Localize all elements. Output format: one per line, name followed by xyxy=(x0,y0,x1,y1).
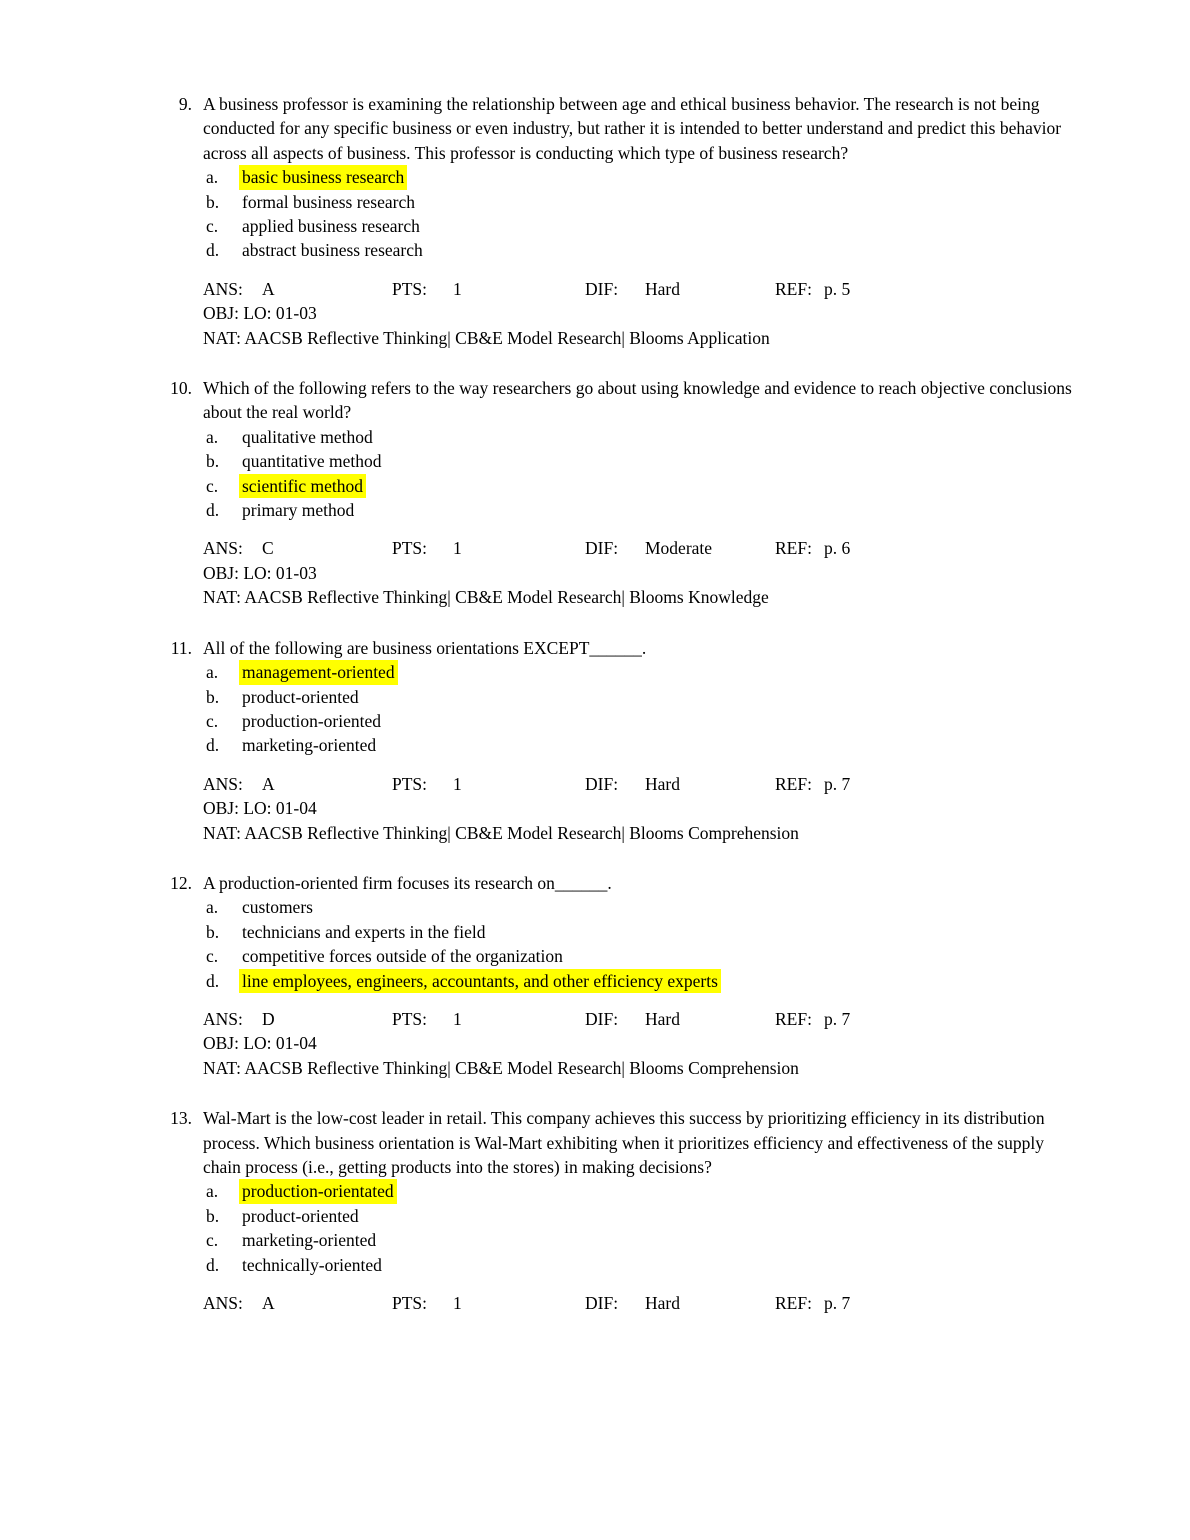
question-number: 9. xyxy=(178,94,192,114)
question-stem: A production-oriented firm focuses its research on______. xyxy=(203,872,612,893)
question-stem: Which of the following refers to the way researchers go about using knowledge and evidence to reach objective conclusions about the real world? xyxy=(203,378,1072,423)
dif-label: DIF: xyxy=(585,278,619,299)
dif-label: DIF: xyxy=(585,538,619,559)
answer-key-row xyxy=(203,1291,1079,1315)
option-text: formal business research xyxy=(242,191,415,212)
answer-option-d xyxy=(203,498,1079,522)
answer-key-row xyxy=(203,1007,1079,1031)
answer-key-row xyxy=(203,772,1079,796)
ans-value: A xyxy=(262,278,275,299)
objective-line: OBJ: LO: 01-03 xyxy=(203,303,317,324)
ref-value: p. 7 xyxy=(824,773,851,794)
pts-label: PTS: xyxy=(392,773,428,794)
ans-label: ANS: xyxy=(203,278,243,299)
option-letter: d. xyxy=(206,735,220,756)
ans-label: ANS: xyxy=(203,773,243,794)
option-letter: c. xyxy=(206,710,219,731)
option-text: abstract business research xyxy=(242,240,423,261)
option-text: technicians and experts in the field xyxy=(242,921,486,942)
answer-option-d xyxy=(203,238,1079,262)
question-11 xyxy=(155,636,1190,845)
option-letter: d. xyxy=(206,970,220,991)
ref-value: p. 6 xyxy=(824,538,851,559)
pts-value: 1 xyxy=(453,1293,462,1313)
answer-option-b xyxy=(203,449,1079,473)
option-text: technically-oriented xyxy=(242,1254,382,1275)
option-text: marketing-oriented xyxy=(242,1230,377,1251)
answer-option-a xyxy=(203,1179,1079,1203)
option-letter: b. xyxy=(206,191,220,212)
dif-label: DIF: xyxy=(585,773,619,794)
option-text: production-oriented xyxy=(242,710,381,731)
option-letter: b. xyxy=(206,451,220,472)
ans-label: ANS: xyxy=(203,1008,243,1029)
option-letter: a. xyxy=(206,426,219,447)
question-number: 12. xyxy=(170,872,192,893)
option-letter: a. xyxy=(206,897,219,918)
national-standards-line: NAT: AACSB Reflective Thinking| CB&E Model Research| Blooms Application xyxy=(203,327,770,348)
option-letter: b. xyxy=(206,1205,220,1226)
ref-value: p. 7 xyxy=(824,1008,851,1029)
answer-option-c xyxy=(203,709,1079,733)
question-number: 11. xyxy=(170,637,192,658)
answer-option-b xyxy=(203,190,1079,214)
option-text: marketing-oriented xyxy=(242,735,377,756)
national-standards-line: NAT: AACSB Reflective Thinking| CB&E Model Research| Blooms Comprehension xyxy=(203,822,799,843)
objective-line: OBJ: LO: 01-04 xyxy=(203,1033,317,1054)
question-12 xyxy=(155,871,1190,1080)
answer-option-c xyxy=(203,1228,1079,1252)
answer-option-a xyxy=(203,660,1079,684)
option-letter: c. xyxy=(206,1230,219,1251)
answer-key-row xyxy=(203,536,1079,560)
ans-label: ANS: xyxy=(203,538,243,559)
ref-value: p. 7 xyxy=(824,1293,851,1313)
pts-value: 1 xyxy=(453,538,462,559)
pts-label: PTS: xyxy=(392,278,428,299)
option-text: line employees, engineers, accountants, and other efficiency experts xyxy=(239,969,721,993)
national-standards-line: NAT: AACSB Reflective Thinking| CB&E Model Research| Blooms Knowledge xyxy=(203,587,769,608)
answer-option-b xyxy=(203,685,1079,709)
option-text: basic business research xyxy=(239,165,407,189)
question-stem: Wal-Mart is the low-cost leader in retail. This company achieves this success by prioritizing efficiency in its distribution process. Which business orientation is Wal-Mart exhibiting when it prioritizes efficiency and effectiveness of the supply chain process (i.e., getting products into the stores) in making decisions? xyxy=(203,1108,1045,1177)
ref-label: REF: xyxy=(775,773,812,794)
ans-value: A xyxy=(262,773,275,794)
ref-value: p. 5 xyxy=(824,278,851,299)
option-text: applied business research xyxy=(242,216,420,237)
pts-value: 1 xyxy=(453,1008,462,1029)
answer-option-c xyxy=(203,474,1079,498)
option-letter: d. xyxy=(206,1254,220,1275)
pts-value: 1 xyxy=(453,773,462,794)
option-letter: a. xyxy=(206,167,219,188)
option-letter: c. xyxy=(206,216,219,237)
answer-key-block xyxy=(203,1007,1079,1080)
pts-label: PTS: xyxy=(392,1008,428,1029)
answer-option-a xyxy=(203,895,1079,919)
option-letter: a. xyxy=(206,662,219,683)
ref-label: REF: xyxy=(775,278,812,299)
national-standards-line: NAT: AACSB Reflective Thinking| CB&E Model Research| Blooms Comprehension xyxy=(203,1057,799,1078)
answer-option-b xyxy=(203,1204,1079,1228)
dif-value: Hard xyxy=(645,1008,680,1029)
question-stem: All of the following are business orientations EXCEPT______. xyxy=(203,637,647,658)
pts-label: PTS: xyxy=(392,538,428,559)
answer-key-block xyxy=(203,536,1079,609)
answer-key-block xyxy=(203,1291,1079,1315)
question-number: 13. xyxy=(170,1108,192,1129)
pts-value: 1 xyxy=(453,278,462,299)
dif-value: Hard xyxy=(645,1293,680,1313)
option-letter: d. xyxy=(206,500,220,521)
objective-line: OBJ: LO: 01-04 xyxy=(203,798,317,819)
option-text: customers xyxy=(242,897,313,918)
pts-label: PTS: xyxy=(392,1293,428,1313)
question-10 xyxy=(155,376,1190,610)
answer-key-block xyxy=(203,772,1079,845)
ans-value: A xyxy=(262,1293,275,1313)
option-text: scientific method xyxy=(239,474,366,498)
option-letter: c. xyxy=(206,946,219,967)
question-stem: A business professor is examining the relationship between age and ethical business behavior. The research is not being conducted for any specific business or even industry, but rather it is intended to better understand and predict this behavior across all aspects of business. This professor is conducting which type of business research? xyxy=(203,94,1062,163)
ans-value: D xyxy=(262,1008,275,1029)
answer-key-block xyxy=(203,277,1079,350)
option-text: product-oriented xyxy=(242,686,359,707)
question-9 xyxy=(155,92,1190,350)
option-text: production-orientated xyxy=(239,1179,397,1203)
option-text: competitive forces outside of the organization xyxy=(242,946,563,967)
option-text: management-oriented xyxy=(239,660,398,684)
dif-value: Moderate xyxy=(645,538,713,559)
ref-label: REF: xyxy=(775,538,812,559)
answer-option-a xyxy=(203,165,1079,189)
dif-value: Hard xyxy=(645,278,680,299)
answer-option-d xyxy=(203,969,1079,993)
answer-option-d xyxy=(203,733,1079,757)
dif-value: Hard xyxy=(645,773,680,794)
question-13 xyxy=(155,1106,1190,1315)
answer-option-d xyxy=(203,1253,1079,1277)
dif-label: DIF: xyxy=(585,1008,619,1029)
ref-label: REF: xyxy=(775,1008,812,1029)
question-number: 10. xyxy=(170,378,192,399)
answer-key-row xyxy=(203,277,1079,301)
objective-line: OBJ: LO: 01-03 xyxy=(203,562,317,583)
answer-option-b xyxy=(203,920,1079,944)
option-text: product-oriented xyxy=(242,1205,359,1226)
option-letter: a. xyxy=(206,1181,219,1202)
answer-option-c xyxy=(203,944,1079,968)
dif-label: DIF: xyxy=(585,1293,619,1313)
option-text: qualitative method xyxy=(242,426,373,447)
ref-label: REF: xyxy=(775,1293,812,1313)
answer-option-a xyxy=(203,425,1079,449)
option-text: quantitative method xyxy=(242,451,382,472)
ans-value: C xyxy=(262,538,274,559)
option-letter: b. xyxy=(206,921,220,942)
option-letter: d. xyxy=(206,240,220,261)
option-letter: c. xyxy=(206,475,219,496)
option-letter: b. xyxy=(206,686,220,707)
option-text: primary method xyxy=(242,500,355,521)
answer-option-c xyxy=(203,214,1079,238)
ans-label: ANS: xyxy=(203,1293,243,1313)
